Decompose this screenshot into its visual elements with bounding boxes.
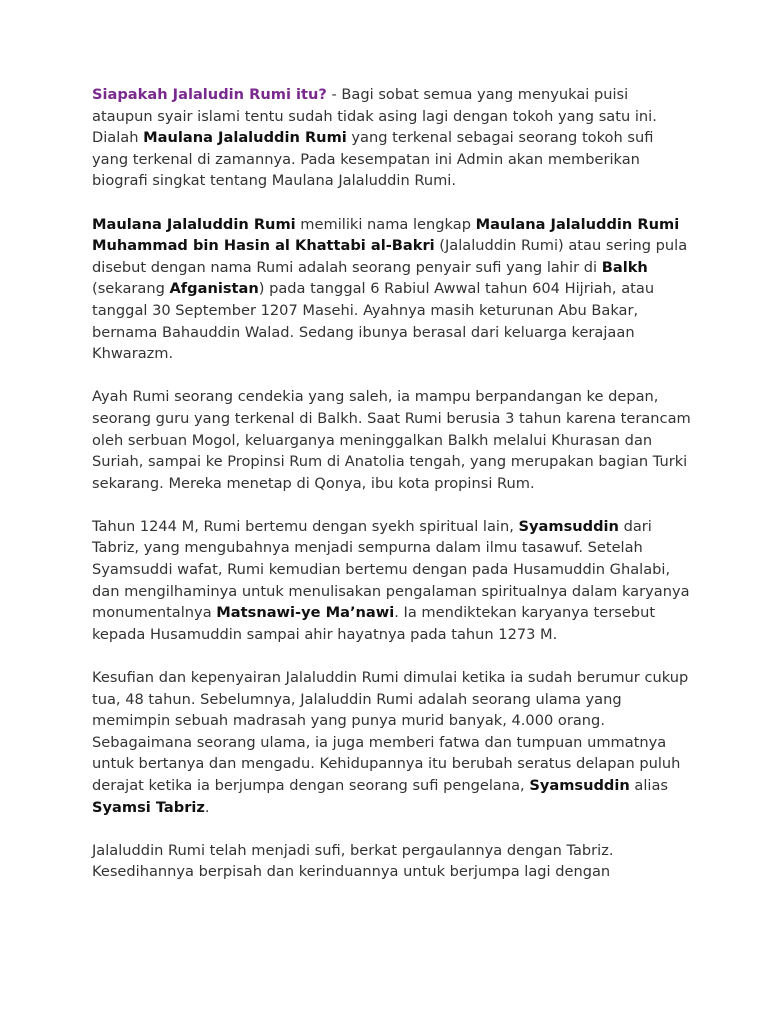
bold-syamsuddin: Syamsuddin bbox=[529, 777, 630, 794]
text-run: dari Tabriz, yang mengubahnya menjadi sempurna dalam ilmu tasawuf. Setelah Syamsuddi wafat, Rumi kemudian bertemu dengan pada Husamuddin Ghalabi, dan mengilhaminya untuk menulisakan pengalaman spiritualnya dalam karyanya monumentalnya bbox=[92, 517, 690, 622]
paragraph-intro bbox=[92, 84, 692, 192]
text-run: Ayah Rumi seorang cendekia yang saleh, ia mampu berpandangan ke depan, seorang guru yang terkenal di Balkh. Saat Rumi berusia 3 tahun karena terancam oleh serbuan Mogol, keluarganya meninggalkan Balkh melalui Khurasan dan Suriah, sampai ke Propinsi Rum di Anatolia tengah, yang merupakan bagian Turki sekarang. Mereka menetap di Qonya, ibu kota propinsi Rum. bbox=[92, 388, 691, 492]
text-run: yang terkenal sebagai seorang tokoh sufi yang terkenal di zamannya. Pada kesempatan ini Admin akan memberikan biografi singkat tentang Maulana Jalaluddin Rumi. bbox=[92, 129, 654, 190]
text-run: Jalaluddin Rumi telah menjadi sufi, berkat pergaulannya dengan Tabriz. Kesedihannya berpisah dan kerinduannya untuk berjumpa lagi dengan bbox=[92, 841, 614, 881]
text-run: - Bagi sobat semua yang menyukai puisi ataupun syair islami tentu sudah tidak asing lagi dengan tokoh yang satu ini. Dialah bbox=[92, 86, 657, 147]
bold-place-balkh: Balkh bbox=[601, 258, 648, 276]
text-run: (sekarang bbox=[92, 280, 170, 298]
article-body bbox=[92, 84, 692, 905]
bold-place-afganistan: Afganistan bbox=[169, 280, 259, 298]
article-title-link[interactable]: Siapakah Jalaludin Rumi itu? bbox=[92, 86, 327, 103]
text-run: memiliki nama lengkap bbox=[295, 215, 476, 233]
text-run: Tahun 1244 M, Rumi bertemu dengan syekh spiritual lain, bbox=[92, 517, 519, 535]
paragraph-full-name bbox=[92, 214, 692, 365]
bold-name: Maulana Jalaluddin Rumi bbox=[92, 215, 296, 233]
bold-syamsi-tabriz: Syamsi Tabriz bbox=[92, 798, 205, 816]
text-run: Kesufian dan kepenyairan Jalaluddin Rumi dimulai ketika ia sudah berumur cukup tua, 48 tahun. Sebelumnya, Jalaluddin Rumi adalah seorang ulama yang memimpin sebuah madrasah yang punya murid banyak, 4.000 orang. Sebagaimana seorang ulama, ia juga memberi fatwa dan tumpuan ummatnya untuk bertanya dan mengadu. Kehidupannya itu berubah seratus delapan puluh derajat ketika ia berjumpa dengan seorang sufi pengelana, bbox=[92, 669, 689, 794]
paragraph-father bbox=[92, 386, 692, 494]
paragraph-closing bbox=[92, 840, 692, 883]
text-run: (Jalaluddin Rumi) atau sering pula disebut dengan nama Rumi adalah seorang penyair sufi yang lahir di bbox=[92, 237, 688, 276]
bold-name: Maulana Jalaluddin Rumi bbox=[143, 129, 347, 147]
text-run: . Ia mendiktekan karyanya tersebut kepada Husamuddin sampai ahir hayatnya pada tahun 1273 M. bbox=[92, 604, 656, 643]
paragraph-sufism bbox=[92, 667, 692, 818]
bold-work-title: Matsnawi-ye Ma’nawi bbox=[216, 604, 395, 622]
bold-full-name: Maulana Jalaluddin Rumi Muhammad bin Hasin al Khattabi al-Bakri bbox=[92, 215, 680, 255]
text-run: alias bbox=[629, 777, 669, 794]
text-run: ) pada tanggal 6 Rabiul Awwal tahun 604 Hijriah, atau tanggal 30 September 1207 Masehi. Ayahnya masih keturunan Abu Bakar, bernama Bahauddin Walad. Sedang ibunya berasal dari keluarga kerajaan Khwarazm. bbox=[92, 280, 655, 363]
paragraph-year-1244 bbox=[92, 516, 692, 646]
text-run: . bbox=[204, 798, 210, 816]
bold-syamsuddin: Syamsuddin bbox=[518, 517, 619, 535]
